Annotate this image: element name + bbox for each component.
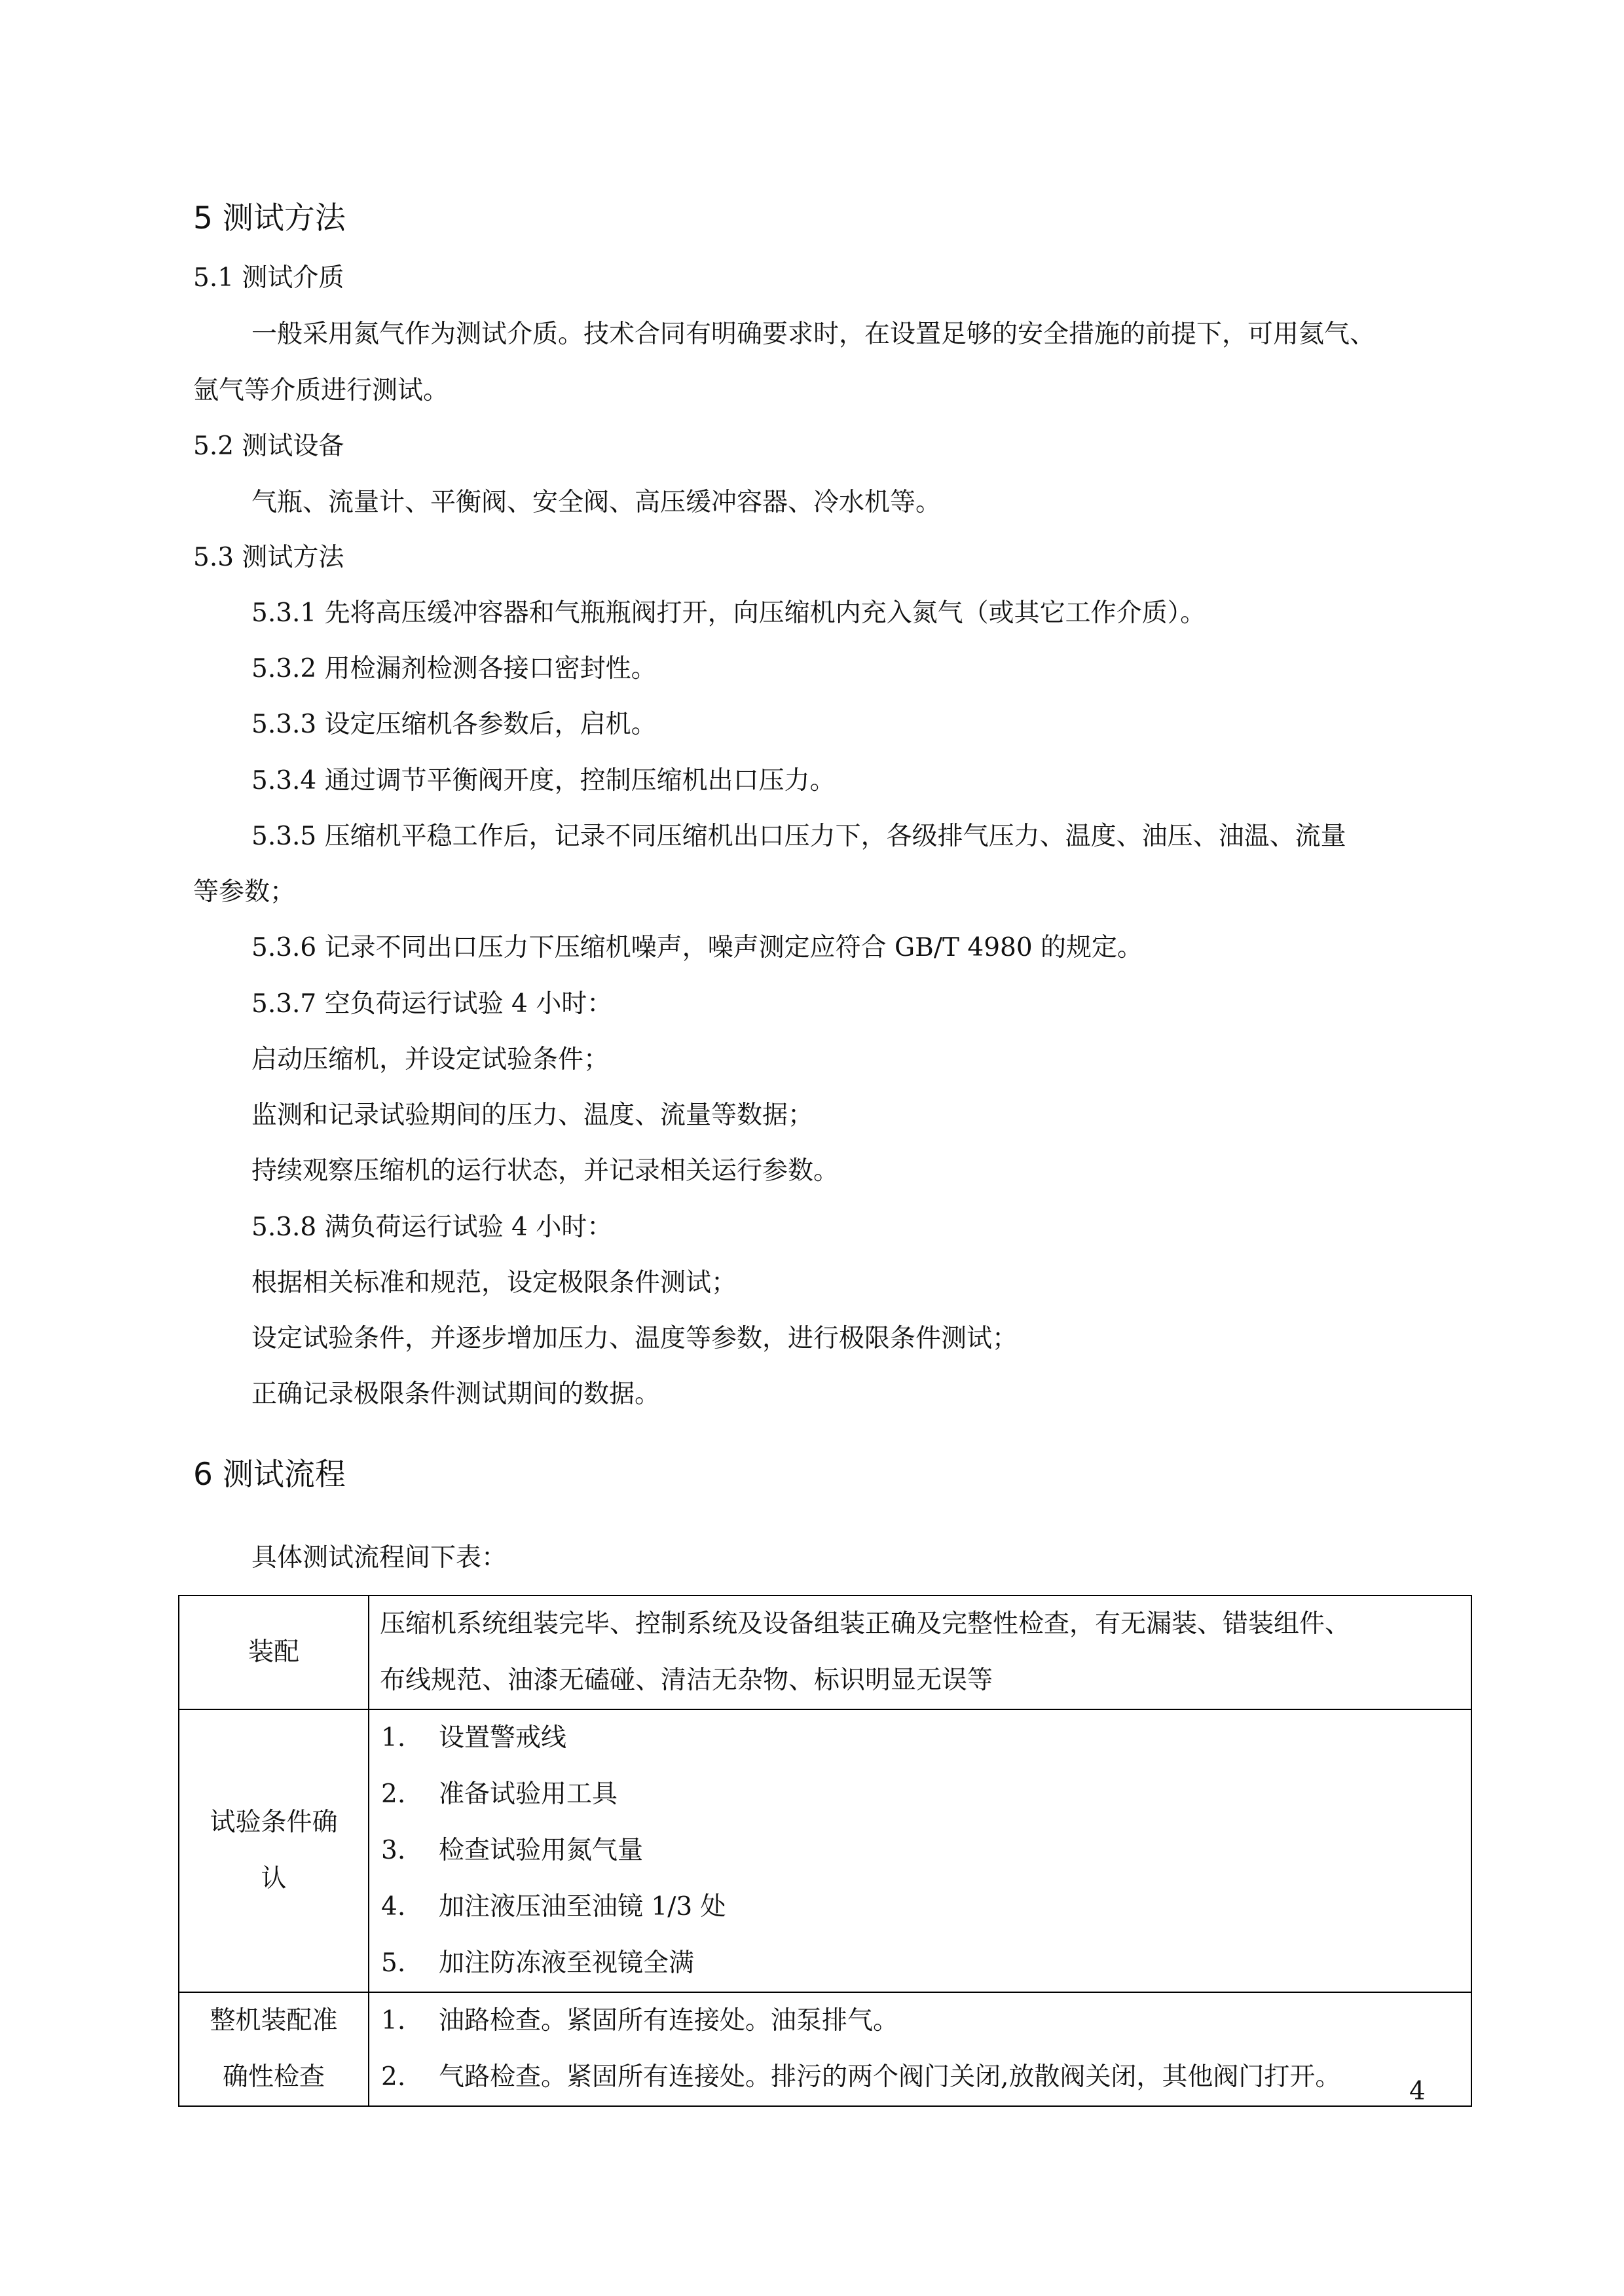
section-5-heading: 5 测试方法 xyxy=(193,200,346,236)
list-text: 油路检查。紧固所有连接处。油泵排气。 xyxy=(439,2006,899,2035)
list-number: 4. xyxy=(381,1892,406,1922)
paragraph-5-3-2: 5.3.2 用检漏剂检测各接口密封性。 xyxy=(251,654,657,683)
paragraph-5-3-3: 5.3.3 设定压缩机各参数后，启机。 xyxy=(251,710,657,739)
section-5-1-heading: 5.1 测试介质 xyxy=(193,263,344,293)
paragraph-5-2: 气瓶、流量计、平衡阀、安全阀、高压缓冲容器、冷水机等。 xyxy=(251,488,942,517)
paragraph-5-3-4: 5.3.4 通过调节平衡阀开度，控制压缩机出口压力。 xyxy=(251,766,836,795)
paragraph-5-3-5-line2: 等参数； xyxy=(193,877,296,907)
list-item xyxy=(381,1823,1471,1879)
row-label-text: 认 xyxy=(261,1864,287,1893)
row-label-assembly xyxy=(179,1595,369,1709)
list-item xyxy=(381,1935,1471,1992)
row-label-assembly-check xyxy=(179,1992,369,2106)
list-number: 3. xyxy=(381,1836,406,1865)
list-number: 2. xyxy=(381,1779,406,1809)
section-5-3-heading: 5.3 测试方法 xyxy=(193,543,344,572)
list-text: 检查试验用氮气量 xyxy=(439,1836,644,1865)
paragraph-5-3-7-a: 启动压缩机，并设定试验条件； xyxy=(251,1045,610,1074)
table-row xyxy=(179,1992,1471,2106)
list-text: 加注防冻液至视镜全满 xyxy=(439,1948,695,1978)
list-item xyxy=(381,1879,1471,1935)
row-label-text: 试验条件确 xyxy=(210,1808,338,1837)
paragraph-5-3-8-a: 根据相关标准和规范，设定极限条件测试； xyxy=(251,1268,737,1298)
paragraph-5-3-8-c: 正确记录极限条件测试期间的数据。 xyxy=(251,1379,661,1409)
row-label-test-conditions xyxy=(179,1709,369,1992)
paragraph-5-3-5-line1: 5.3.5 压缩机平稳工作后，记录不同压缩机出口压力下，各级排气压力、温度、油压、油温、流量 xyxy=(251,822,1346,851)
list-number: 2. xyxy=(381,2062,406,2092)
paragraph-5-3-7-c: 持续观察压缩机的运行状态，并记录相关运行参数。 xyxy=(251,1156,840,1186)
paragraph-5-3-8: 5.3.8 满负荷运行试验 4 小时： xyxy=(251,1212,613,1242)
list-number: 5. xyxy=(381,1948,406,1978)
row-content-assembly xyxy=(369,1595,1471,1709)
page-number: 4 xyxy=(1409,2077,1426,2106)
paragraph-5-3-8-b: 设定试验条件，并逐步增加压力、温度等参数，进行极限条件测试； xyxy=(251,1324,1018,1353)
paragraph-5-1-line1: 一般采用氮气作为测试介质。技术合同有明确要求时，在设置足够的安全措施的前提下，可用氦气、 xyxy=(251,319,1376,349)
section-6-intro: 具体测试流程间下表： xyxy=(251,1543,507,1573)
row-label-text: 整机装配准 xyxy=(210,2006,338,2035)
list-item xyxy=(381,1993,1471,2049)
list-item xyxy=(381,2049,1471,2105)
cell-text-line: 布线规范、油漆无磕碰、清洁无杂物、标识明显无误等 xyxy=(380,1666,993,1695)
table-row xyxy=(179,1595,1471,1709)
paragraph-5-3-7-b: 监测和记录试验期间的压力、温度、流量等数据； xyxy=(251,1101,814,1130)
paragraph-5-3-1: 5.3.1 先将高压缓冲容器和气瓶瓶阀打开，向压缩机内充入氮气（或其它工作介质）。 xyxy=(251,598,1206,628)
list-number: 1. xyxy=(381,1723,406,1753)
list-text: 设置警戒线 xyxy=(439,1723,567,1753)
list-item xyxy=(381,1710,1471,1766)
row-content-assembly-check xyxy=(369,1992,1471,2106)
section-6-heading: 6 测试流程 xyxy=(193,1457,346,1493)
row-label-text: 装配 xyxy=(248,1637,299,1667)
table-row xyxy=(179,1709,1471,1992)
row-content-test-conditions xyxy=(369,1709,1471,1992)
list-text: 气路检查。紧固所有连接处。排污的两个阀门关闭,放散阀关闭，其他阀门打开。 xyxy=(439,2062,1341,2092)
cell-text-line: 压缩机系统组装完毕、控制系统及设备组装正确及完整性检查，有无漏装、错装组件、 xyxy=(380,1609,1351,1639)
list-text: 加注液压油至油镜 1/3 处 xyxy=(439,1892,726,1922)
section-5-2-heading: 5.2 测试设备 xyxy=(193,431,344,461)
paragraph-5-1-line2: 氩气等介质进行测试。 xyxy=(193,376,449,405)
list-item xyxy=(381,1766,1471,1823)
paragraph-5-3-7: 5.3.7 空负荷运行试验 4 小时： xyxy=(251,989,613,1019)
list-number: 1. xyxy=(381,2006,406,2035)
row-label-text: 确性检查 xyxy=(222,2062,325,2092)
test-flow-table xyxy=(178,1595,1472,2107)
paragraph-5-3-6: 5.3.6 记录不同出口压力下压缩机噪声，噪声测定应符合 GB/T 4980 的规定。 xyxy=(251,933,1143,962)
list-text: 准备试验用工具 xyxy=(439,1779,618,1809)
